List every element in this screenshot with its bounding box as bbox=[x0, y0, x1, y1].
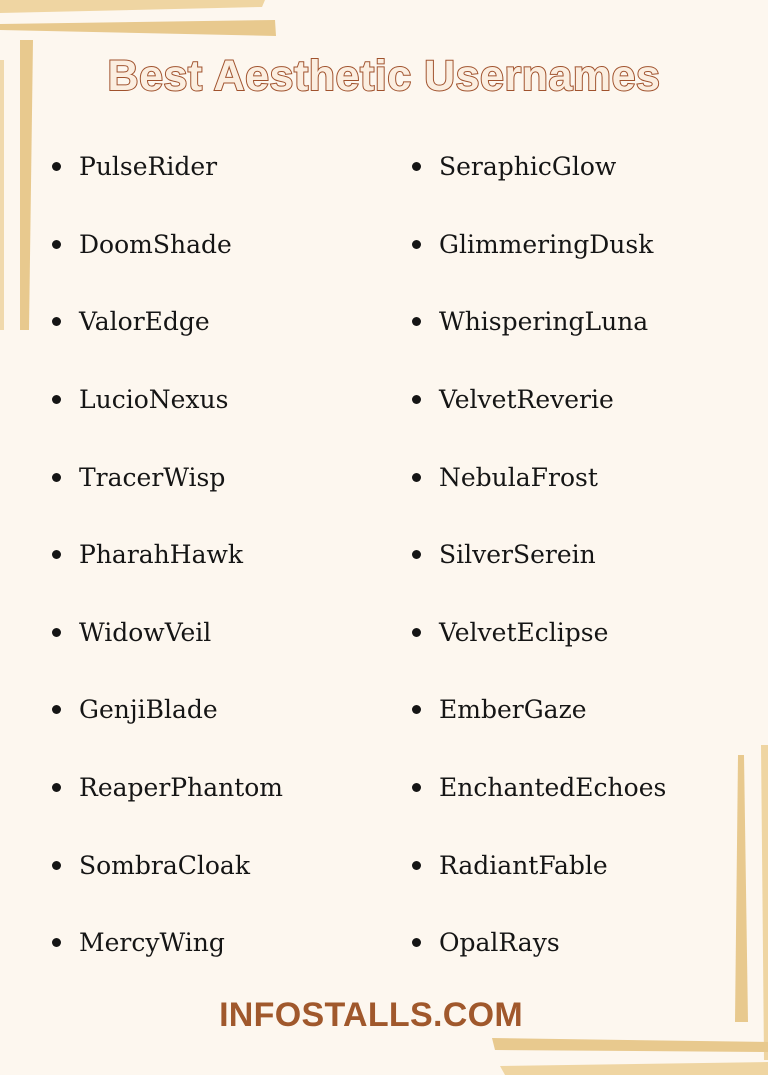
bottom-stroke-upper bbox=[492, 1038, 768, 1052]
list-item bbox=[412, 438, 666, 516]
bullet-icon bbox=[52, 395, 61, 404]
bullet-icon bbox=[412, 473, 421, 482]
list-item bbox=[412, 283, 666, 361]
top-stroke-upper bbox=[0, 0, 265, 13]
bullet-icon bbox=[52, 705, 61, 714]
username-text: GlimmeringDusk bbox=[439, 229, 654, 259]
bullet-icon bbox=[52, 240, 61, 249]
list-item bbox=[412, 361, 666, 439]
bullet-icon bbox=[52, 162, 61, 171]
list-item bbox=[412, 671, 666, 749]
username-text: MercyWing bbox=[79, 928, 225, 958]
username-text: PulseRider bbox=[79, 152, 218, 182]
list-item bbox=[52, 594, 283, 672]
list-item bbox=[412, 128, 666, 206]
list-item bbox=[52, 128, 283, 206]
bullet-icon bbox=[52, 317, 61, 326]
bullet-icon bbox=[412, 395, 421, 404]
username-text: SombraCloak bbox=[79, 850, 250, 880]
top-stroke-lower bbox=[0, 20, 276, 36]
username-text: WhisperingLuna bbox=[439, 307, 649, 337]
list-item bbox=[52, 361, 283, 439]
bullet-icon bbox=[412, 628, 421, 637]
username-text: VelvetReverie bbox=[439, 385, 614, 415]
username-text: TracerWisp bbox=[79, 462, 226, 492]
list-item bbox=[412, 826, 666, 904]
username-text: VelvetEclipse bbox=[439, 617, 609, 647]
username-text: NebulaFrost bbox=[439, 462, 598, 492]
list-item bbox=[52, 206, 283, 284]
username-text: ReaperPhantom bbox=[79, 773, 284, 803]
bullet-icon bbox=[52, 938, 61, 947]
bullet-icon bbox=[52, 783, 61, 792]
list-item bbox=[52, 516, 283, 594]
bullet-icon bbox=[412, 240, 421, 249]
username-list-left bbox=[52, 128, 283, 982]
username-text: SilverSerein bbox=[439, 540, 596, 570]
username-text: OpalRays bbox=[439, 928, 560, 958]
list-item bbox=[52, 749, 283, 827]
username-text: EnchantedEchoes bbox=[439, 773, 667, 803]
list-item bbox=[412, 206, 666, 284]
bullet-icon bbox=[412, 861, 421, 870]
username-text: PharahHawk bbox=[79, 540, 244, 570]
site-watermark: INFOSTALLS.COM bbox=[219, 996, 523, 1034]
list-item bbox=[52, 671, 283, 749]
username-text: DoomShade bbox=[79, 229, 232, 259]
list-item bbox=[52, 904, 283, 982]
username-text: GenjiBlade bbox=[79, 695, 218, 725]
page-title: Best Aesthetic Usernames bbox=[107, 52, 661, 100]
bullet-icon bbox=[52, 473, 61, 482]
username-list-right bbox=[412, 128, 666, 982]
bullet-icon bbox=[52, 861, 61, 870]
bullet-icon bbox=[412, 550, 421, 559]
list-item bbox=[52, 283, 283, 361]
username-text: EmberGaze bbox=[439, 695, 587, 725]
list-item bbox=[52, 826, 283, 904]
right-vertical-stroke-inner bbox=[735, 755, 748, 1022]
bullet-icon bbox=[52, 550, 61, 559]
list-item bbox=[52, 438, 283, 516]
list-item bbox=[412, 749, 666, 827]
bullet-icon bbox=[412, 162, 421, 171]
bullet-icon bbox=[412, 705, 421, 714]
username-text: LucioNexus bbox=[79, 385, 229, 415]
bottom-stroke-lower bbox=[500, 1062, 768, 1075]
bullet-icon bbox=[412, 317, 421, 326]
username-text: SeraphicGlow bbox=[439, 152, 617, 182]
username-text: RadiantFable bbox=[439, 850, 608, 880]
username-text: WidowVeil bbox=[79, 617, 212, 647]
username-text: ValorEdge bbox=[79, 307, 210, 337]
right-vertical-stroke-outer bbox=[761, 745, 768, 1060]
list-item bbox=[412, 516, 666, 594]
list-item bbox=[412, 594, 666, 672]
bullet-icon bbox=[412, 938, 421, 947]
bullet-icon bbox=[52, 628, 61, 637]
bullet-icon bbox=[412, 783, 421, 792]
list-item bbox=[412, 904, 666, 982]
